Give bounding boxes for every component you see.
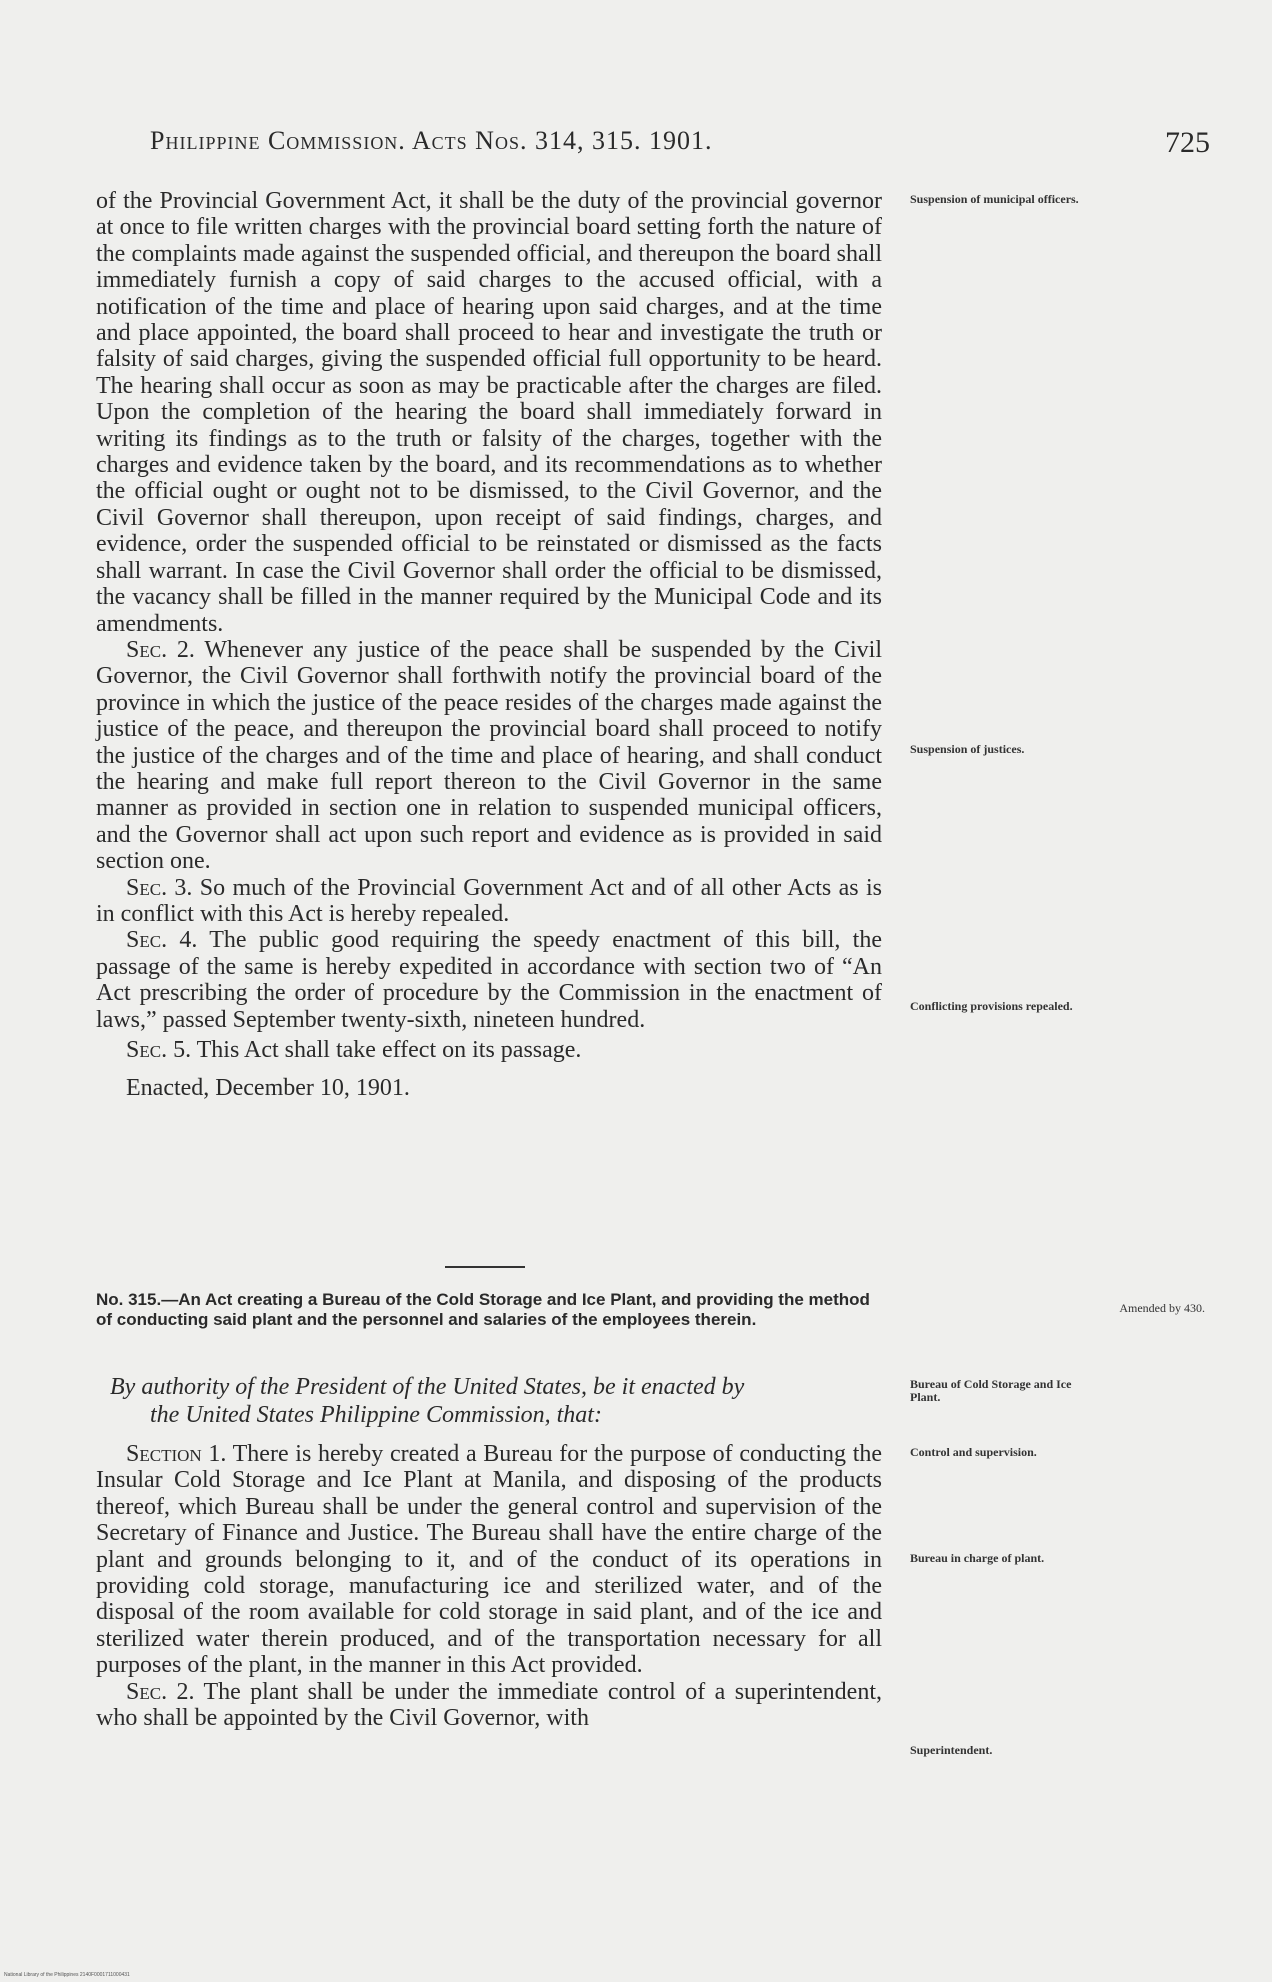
paragraph-sec-2-act-315 (96, 1679, 882, 1732)
margin-note-bureau-cold-storage: Bureau of Cold Storage and Ice Plant. (910, 1377, 1072, 1404)
section-label: Sec. 5. (126, 1037, 192, 1063)
section-label: Sec. 4. (126, 927, 198, 954)
margin-note-superintendent: Superintendent. (910, 1743, 993, 1757)
enacting-line-1: By authority of the President of the United States, be it enacted by (110, 1374, 745, 1400)
section-text: The plant shall be under the immediate control of a superintendent, who shall be appointed by the Civil Governor, with (96, 1678, 882, 1732)
section-label: Sec. 3. (126, 874, 193, 901)
margin-note-amended: Amended by 430. (1119, 1301, 1205, 1315)
enacting-line-2: the United States Philippine Commission, that: (150, 1402, 602, 1428)
paragraph-intro: of the Provincial Government Act, it shall be the duty of the provincial governor at once to file written charges with the provincial board setting forth the nature of the complaints made against the suspended official, and thereupon the board shall immediately furnish a copy of said charges to the accused official, with a notification of the time and place of hearing upon said charges, and at the time and place appointed, the board shall proceed to hear and investigate the truth or falsity of said charges, giving the suspended official full opportunity to be heard. The hearing shall occur as soon as may be practicable after the charges are filed. Upon the completion of the hearing the board shall immediately forward in writing its findings as to the truth or falsity of the charges, together with the charges and evidence taken by the board, and its recommendations as to whether the official ought or ought not to be dismissed, to the Civil Governor, and the Civil Governor shall thereupon, upon receipt of said findings, charges, and evidence, order the suspended official to be reinstated or dismissed as the facts shall warrant. In case the Civil Governor shall order the official to be dismissed, the vacancy shall be filled in the manner required by the Municipal Code and its amendments. (96, 188, 882, 637)
margin-note-bureau-charge: Bureau in charge of plant. (910, 1551, 1045, 1565)
paragraph-sec-2 (96, 637, 882, 875)
page-number: 725 (1165, 126, 1210, 159)
margin-note-suspension-municipal: Suspension of municipal officers. (910, 192, 1079, 206)
margin-note-conflicting-provisions: Conflicting provisions repealed. (910, 999, 1073, 1013)
section-label: Sec. 2. (126, 1678, 195, 1705)
paragraph-sec-3 (96, 875, 882, 928)
paragraph-sec-4 (96, 927, 882, 1033)
section-divider (445, 1266, 525, 1268)
enacting-clause (110, 1373, 882, 1429)
section-label: Section 1. (126, 1441, 227, 1467)
act-315-heading: No. 315.—An Act creating a Bureau of the Cold Storage and Ice Plant, and providing the method of conducting said plant and the personnel and salaries of the employees therein. (96, 1290, 870, 1329)
section-text: Whenever any justice of the peace shall be suspended by the Civil Governor, the Civil Governor shall forthwith notify the provincial board of the province in which the justice of the peace resides of the charges made against the justice of the peace, and thereupon the provincial board shall proceed to notify the justice of the charges and of the time and place of hearing, and shall conduct the hearing and make full report thereon to the Civil Governor in the same manner as provided in section one in relation to suspended municipal officers, and the Governor shall act upon such report and evidence as is provided in said section one. (96, 636, 882, 875)
section-text: So much of the Provincial Government Act and of all other Acts as is in conflict with this Act is hereby repealed. (96, 874, 882, 927)
enacted-date: Enacted, December 10, 1901. (126, 1075, 410, 1102)
paragraph-sec-5 (96, 1037, 882, 1063)
section-label: Sec. 2. (126, 636, 195, 663)
section-text: This Act shall take effect on its passage. (191, 1037, 582, 1063)
running-header (150, 126, 1210, 166)
body-text-act-315 (96, 1441, 882, 1731)
body-text-act-314 (96, 188, 882, 1102)
margin-note-control-supervision: Control and supervision. (910, 1445, 1037, 1459)
running-title: Philippine Commission. Acts Nos. 314, 315. 1901. (150, 126, 713, 155)
section-text: There is hereby created a Bureau for the purpose of conducting the Insular Cold Storage and Ice Plant at Manila, and disposing of the products thereof, which Bureau shall be under the general control and supervision of the Secretary of Finance and Justice. The Bureau shall have the entire charge of the plant and grounds belonging to it, and of the conduct of its operations in providing cold storage, manufacturing ice and sterilized water, and of the disposal of the room available for cold storage in said plant, and of the ice and sterilized water therein produced, and of the transportation necessary for all purposes of the plant, in the manner in this Act provided. (96, 1441, 883, 1679)
paragraph-section-1 (96, 1441, 882, 1679)
scan-footer: National Library of the Philippines 2140F0001711000431 (4, 1972, 130, 1978)
section-text: The public good requiring the speedy enactment of this bill, the passage of the same is hereby expedited in accordance with section two of “An Act prescribing the order of procedure by the Commission in the enactment of laws,” passed September twenty-sixth, nineteen hundred. (96, 927, 882, 1033)
margin-note-suspension-justices: Suspension of justices. (910, 742, 1025, 756)
